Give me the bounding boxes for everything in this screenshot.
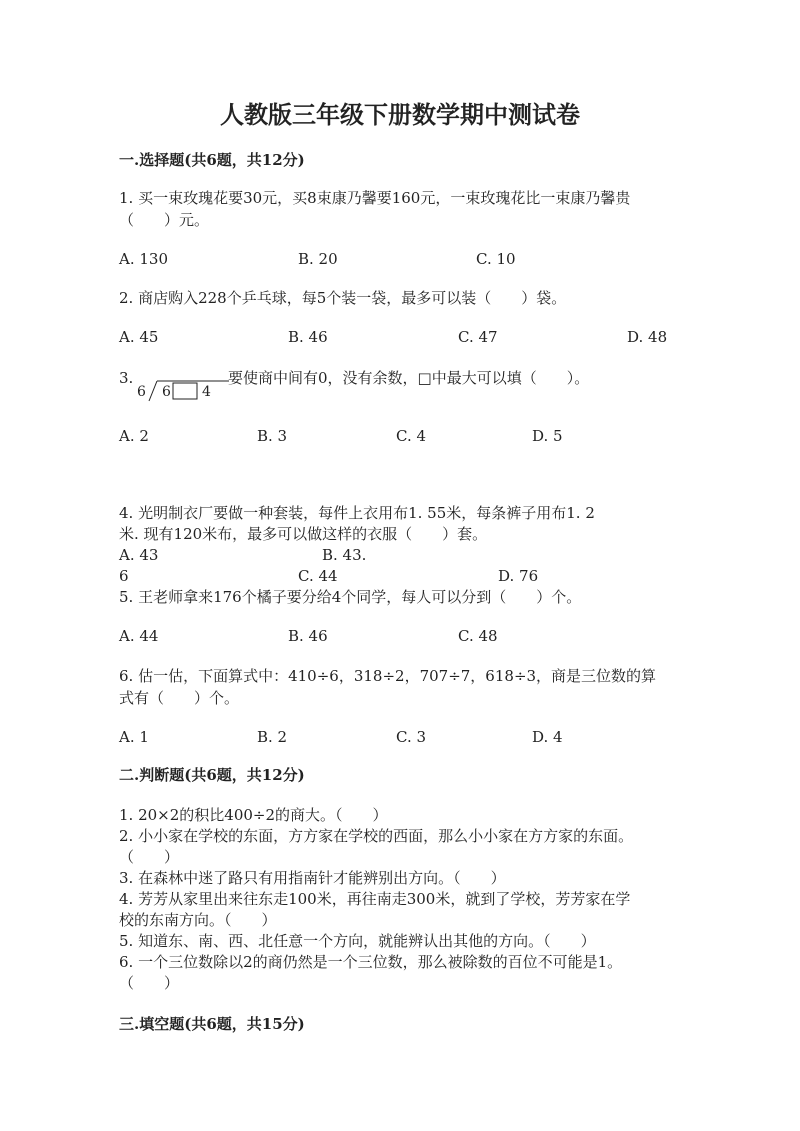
question-2-option-d: D. 48: [627, 328, 668, 346]
question-4-option-b: B. 43.: [322, 546, 367, 564]
question-4-option-b-cont: 6: [119, 567, 129, 585]
judgment-line: 3. 在森林中迷了路只有用指南针才能辨别出方向。（ ）: [119, 869, 506, 887]
question-6-option-b: B. 2: [257, 728, 288, 746]
judgment-line: 2. 小小家在学校的东面，方方家在学校的西面，那么小小家在方方家的东面。: [119, 827, 634, 845]
question-6-option-a: A. 1: [119, 728, 149, 746]
question-4-option-d: D. 76: [498, 567, 539, 585]
question-5-text: 5. 王老师拿来176个橘子要分给4个同学，每人可以分到（ ）个。: [119, 588, 582, 606]
section-heading-choice: 一.选择题(共6题，共12分): [119, 151, 305, 169]
section-heading-judgment: 二.判断题(共6题，共12分): [119, 766, 305, 784]
question-2-option-c: C. 47: [458, 328, 498, 346]
divisor: 6: [137, 384, 146, 400]
question-3-text: 要使商中间有0，没有余数，□中最大可以填（ ）。: [228, 369, 590, 387]
judgment-line: （ ）: [119, 974, 180, 992]
division-bracket-icon: [137, 379, 229, 405]
dividend-digit-1: 6: [162, 384, 171, 400]
question-4-option-c: C. 44: [298, 567, 338, 585]
judgment-line: 1. 20×2的积比400÷2的商大。（ ）: [119, 806, 388, 824]
question-2-option-a: A. 45: [119, 328, 159, 346]
question-6-line-2: 式有（ ）个。: [119, 689, 240, 707]
judgment-line: 4. 芳芳从家里出来往东走100米，再往南走300米，就到了学校，芳芳家在学: [119, 890, 631, 908]
judgment-line: 6. 一个三位数除以2的商仍然是一个三位数，那么被除数的百位不可能是1。: [119, 953, 623, 971]
question-1-line-2: （ ）元。: [119, 211, 210, 229]
question-5-option-c: C. 48: [458, 627, 498, 645]
question-1-option-b: B. 20: [298, 250, 338, 268]
question-2-text: 2. 商店购入228个乒乓球，每5个装一袋，最多可以装（ ）袋。: [119, 289, 567, 307]
question-6-line-1: 6. 估一估，下面算式中：410÷6，318÷2，707÷7，618÷3，商是三位数的算: [119, 667, 657, 685]
question-5-option-b: B. 46: [288, 627, 328, 645]
question-4-line-1: 4. 光明制衣厂要做一种套装，每件上衣用布1. 55米，每条裤子用布1. 2: [119, 504, 595, 522]
question-1-line-1: 1. 买一束玫瑰花要30元，买8束康乃馨要160元，一束玫瑰花比一束康乃馨贵: [119, 189, 631, 207]
section-heading-fill-blank: 三.填空题(共6题，共15分): [119, 1015, 305, 1033]
long-division-figure: [137, 379, 229, 405]
question-4-line-2: 米. 现有120米布，最多可以做这样的衣服（ ）套。: [119, 525, 488, 543]
question-3-option-d: D. 5: [532, 427, 563, 445]
question-3-option-b: B. 3: [257, 427, 288, 445]
question-6-option-c: C. 3: [396, 728, 427, 746]
question-2-option-b: B. 46: [288, 328, 328, 346]
question-3-option-c: C. 4: [396, 427, 427, 445]
blank-box: [173, 383, 197, 399]
page-title: 人教版三年级下册数学期中测试卷: [220, 100, 580, 129]
question-1-option-c: C. 10: [476, 250, 516, 268]
question-5-option-a: A. 44: [119, 627, 159, 645]
question-4-option-a: A. 43: [119, 546, 159, 564]
judgment-line: 校的东南方向。（ ）: [119, 911, 277, 929]
question-3-number: 3.: [119, 369, 134, 387]
question-3-option-a: A. 2: [119, 427, 149, 445]
judgment-line: （ ）: [119, 848, 180, 866]
dividend-digit-3: 4: [202, 384, 211, 400]
question-1-option-a: A. 130: [119, 250, 168, 268]
judgment-line: 5. 知道东、南、西、北任意一个方向，就能辨认出其他的方向。（ ）: [119, 932, 596, 950]
question-6-option-d: D. 4: [532, 728, 563, 746]
